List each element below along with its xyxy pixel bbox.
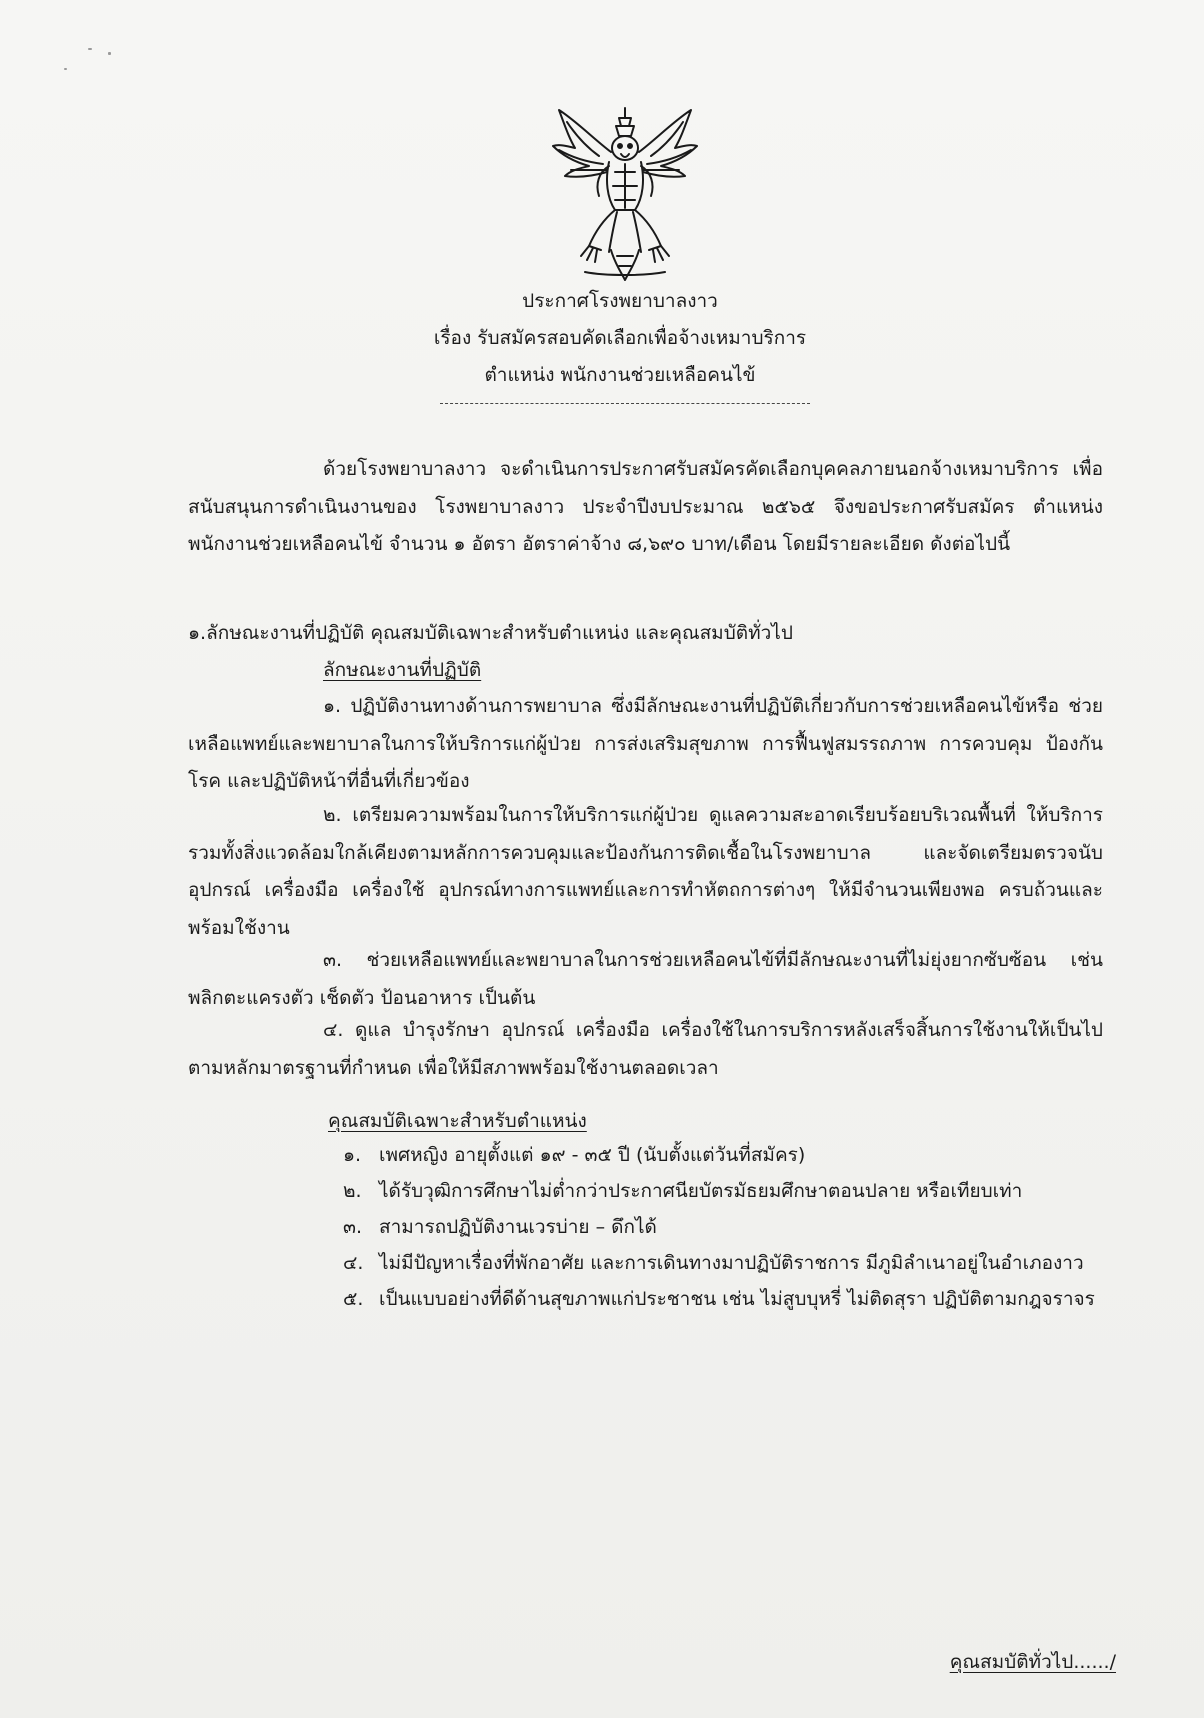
scan-speck [88,48,92,50]
garuda-emblem-icon [545,100,705,285]
qualification-item [343,1140,805,1170]
qualification-item [343,1176,1022,1206]
qualification-item [343,1212,657,1242]
qualification-number: ๕. [343,1288,364,1310]
qualification-text: ไม่มีปัญหาเรื่องที่พักอาศัย และการเดินทางมาปฏิบัติราชการ มีภูมิลำเนาอยู่ในอำเภองาว [379,1252,1084,1274]
duty-item-4: ๔. ดูแล บำรุงรักษา อุปกรณ์ เครื่องมือ เครื่องใช้ในการบริการหลังเสร็จสิ้นการใช้งานให้เป็นไป ตามหลักมาตรฐานที่กำหนด เพื่อให้มีสภาพพร้อมใช้งานตลอดเวลา [188,1019,1103,1079]
qualifications-heading: คุณสมบัติเฉพาะสำหรับตำแหน่ง [328,1110,587,1132]
scan-speck [64,68,67,70]
duty-item-1: ๑. ปฏิบัติงานทางด้านการพยาบาล ซึ่งมีลักษณะงานที่ปฏิบัติเกี่ยวกับการช่วยเหลือคนไข้หรือ ช่วยเหลือแพทย์และพยาบาลในการให้บริการแก่ผู้ป่วย การส่งเสริมสุขภาพ การฟื้นฟูสมรรถภาพ การควบคุม ป้องกันโรค และปฏิบัติหน้าที่อื่นที่เกี่ยวข้อง [188,695,1103,792]
qualification-item [343,1284,1095,1314]
qualification-number: ๔. [343,1252,364,1274]
qualification-number: ๓. [343,1216,363,1238]
announcement-subject: เรื่อง รับสมัครสอบคัดเลือกเพื่อจ้างเหมาบริการ [433,327,807,349]
qualification-text: ได้รับวุฒิการศึกษาไม่ต่ำกว่าประกาศนียบัตรมัธยมศึกษาตอนปลาย หรือเทียบเท่า [379,1180,1023,1202]
title-divider [440,403,810,404]
qualification-number: ๒. [343,1180,362,1202]
qualification-text: สามารถปฏิบัติงานเวรบ่าย – ดึกได้ [379,1216,657,1238]
intro-paragraph: ด้วยโรงพยาบาลงาว จะดำเนินการประกาศรับสมัครคัดเลือกบุคคลภายนอกจ้างเหมาบริการ เพื่อสนับสนุนการดำเนินงานของ โรงพยาบาลงาว ประจำปีงบประมาณ ๒๕๖๕ จึงขอประกาศรับสมัคร ตำแหน่ง พนักงานช่วยเหลือคนไข้ จำนวน ๑ อัตรา อัตราค่าจ้าง ๘,๖๙๐ บาท/เดือน โดยมีรายละเอียด ดังต่อไปนี้ [188,458,1103,555]
continued-marker: คุณสมบัติทั่วไป....../ [949,1651,1116,1673]
qualification-number: ๑. [343,1144,362,1166]
qualification-text: เป็นแบบอย่างที่ดีด้านสุขภาพแก่ประชาชน เช่น ไม่สูบบุหรี่ ไม่ติดสุรา ปฏิบัติตามกฎจราจร [379,1288,1095,1310]
qualification-item [343,1248,1084,1278]
qualification-text: เพศหญิง อายุตั้งแต่ ๑๙ - ๓๕ ปี (นับตั้งแต่วันที่สมัคร) [379,1144,806,1166]
scan-speck [108,52,111,55]
section-1-title: ๑.ลักษณะงานที่ปฏิบัติ คุณสมบัติเฉพาะสำหรับตำแหน่ง และคุณสมบัติทั่วไป [188,622,793,644]
duty-item-3: ๓. ช่วยเหลือแพทย์และพยาบาลในการช่วยเหลือคนไข้ที่มีลักษณะงานที่ไม่ยุ่งยากซับซ้อน เช่น พลิกตะแครงตัว เช็ดตัว ป้อนอาหาร เป็นต้น [188,949,1103,1009]
announcement-position: ตำแหน่ง พนักงานช่วยเหลือคนไข้ [484,364,756,386]
duty-item-2: ๒. เตรียมความพร้อมในการให้บริการแก่ผู้ป่วย ดูแลความสะอาดเรียบร้อยบริเวณพื้นที่ ให้บริการ รวมทั้งสิ่งแวดล้อมใกล้เคียงตามหลักการควบคุมและป้องกันการติดเชื้อในโรงพยาบาล และจัดเตรียมตรวจนับ อุปกรณ์ เครื่องมือ เครื่องใช้ อุปกรณ์ทางการแพทย์และการทำหัตถการต่างๆ ให้มีจำนวนเพียงพอ ครบถ้วนและ พร้อมใช้งาน [188,804,1103,939]
announcement-title: ประกาศโรงพยาบาลงาว [522,290,718,312]
duties-heading: ลักษณะงานที่ปฏิบัติ [323,659,482,681]
